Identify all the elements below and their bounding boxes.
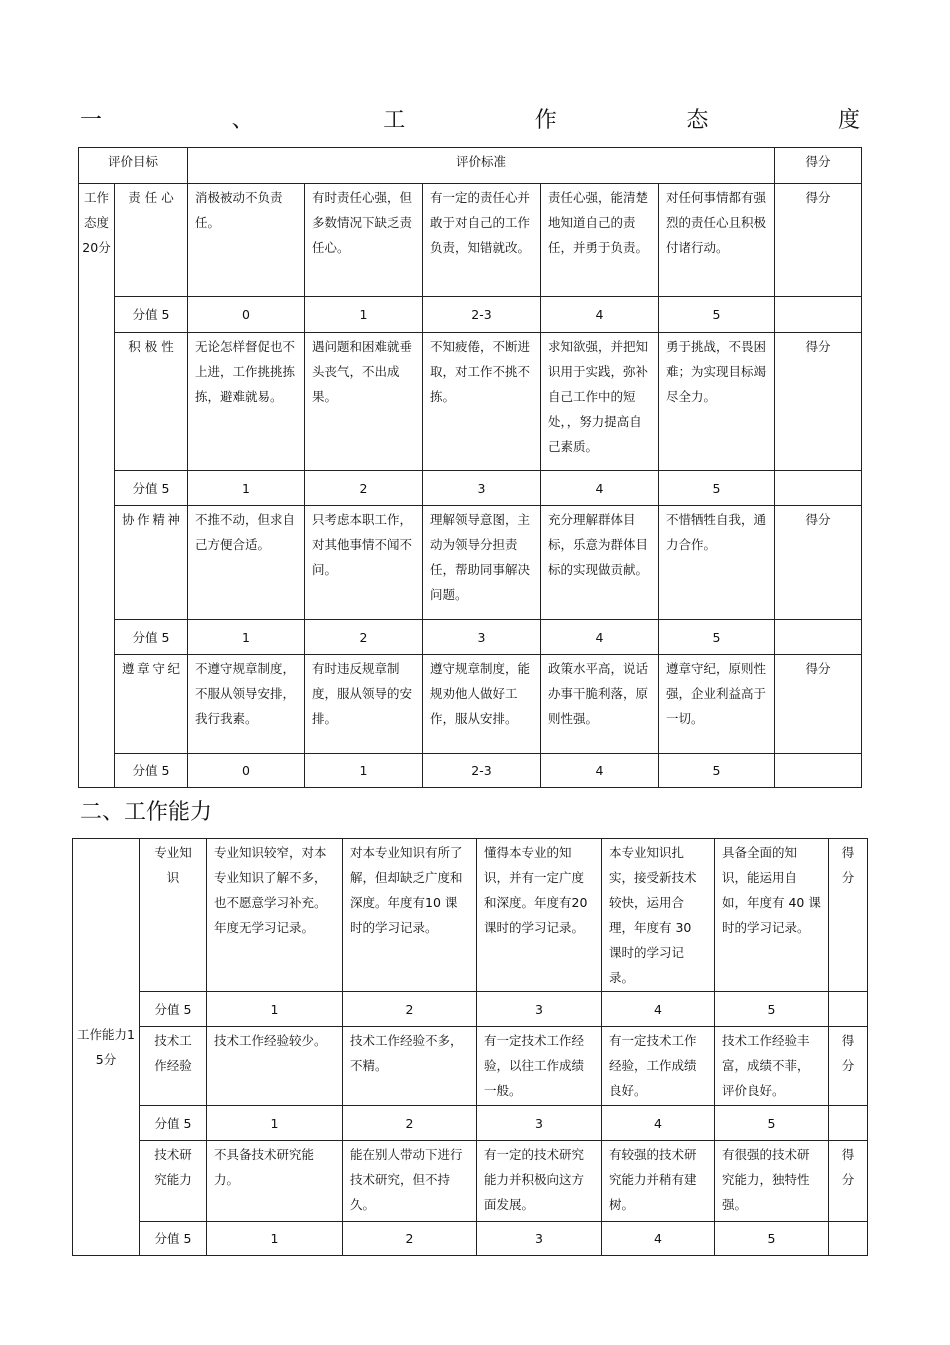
criteria-cell: 懂得本专业的知识，并有一定广度和深度。年度有20课时的学习记录。 (477, 839, 602, 992)
header-target: 评价目标 (79, 148, 188, 184)
points-value: 1 (188, 471, 305, 506)
points-value: 3 (477, 1106, 602, 1141)
score-label: 得分 (775, 655, 862, 754)
points-value: 4 (602, 992, 715, 1027)
criteria-cell: 技术工作经验丰富，成绩不菲，评价良好。 (715, 1027, 829, 1106)
criteria-row (79, 333, 862, 471)
criteria-cell: 有很强的技术研究能力，独特性强。 (715, 1141, 829, 1222)
header-row (79, 148, 862, 184)
section1-title-char: 一 (80, 108, 103, 133)
points-value: 4 (602, 1222, 715, 1256)
points-label: 分值 5 (115, 754, 188, 788)
points-row (73, 1222, 868, 1256)
points-value: 1 (188, 620, 305, 655)
section1-title-char: 态 (686, 108, 709, 133)
section1-title (80, 108, 860, 134)
criteria-row (73, 1141, 868, 1222)
points-value: 5 (715, 1106, 829, 1141)
points-label: 分值 5 (140, 992, 207, 1027)
points-row (73, 992, 868, 1027)
criteria-cell: 责任心强，能清楚地知道自己的责任，并勇于负责。 (541, 184, 659, 297)
points-value: 2-3 (423, 754, 541, 788)
points-value: 1 (207, 1222, 343, 1256)
criteria-cell: 有一定技术工作经验，工作成绩良好。 (602, 1027, 715, 1106)
criteria-cell: 有较强的技术研究能力并稍有建树。 (602, 1141, 715, 1222)
points-value: 0 (188, 297, 305, 333)
criteria-cell: 只考虑本职工作，对其他事情不闻不问。 (305, 506, 423, 620)
points-value: 1 (305, 754, 423, 788)
points-row (73, 1106, 868, 1141)
score-label: 得分 (829, 1141, 868, 1222)
work-ability-table (72, 838, 868, 1256)
points-value: 1 (207, 992, 343, 1027)
criteria-row (79, 184, 862, 297)
criteria-cell: 专业知识较窄，对本专业知识了解不多，也不愿意学习补充。年度无学习记录。 (207, 839, 343, 992)
criteria-cell: 勇于挑战，不畏困难；为实现目标竭尽全力。 (659, 333, 775, 471)
points-value: 0 (188, 754, 305, 788)
score-blank[interactable] (829, 992, 868, 1027)
points-value: 2 (343, 1222, 477, 1256)
score-label: 得分 (775, 506, 862, 620)
section1-title-char: 工 (383, 108, 406, 133)
category-cell: 工作态度20分 (79, 184, 115, 788)
score-blank[interactable] (775, 297, 862, 333)
score-blank[interactable] (775, 754, 862, 788)
criteria-row (73, 1027, 868, 1106)
criteria-cell: 遇问题和困难就垂头丧气，不出成果。 (305, 333, 423, 471)
score-label: 得分 (775, 184, 862, 297)
points-value: 5 (659, 754, 775, 788)
points-row (79, 754, 862, 788)
points-value: 3 (477, 1222, 602, 1256)
score-label: 得分 (775, 333, 862, 471)
header-score: 得分 (775, 148, 862, 184)
criteria-cell: 不知疲倦，不断进取，对工作不挑不拣。 (423, 333, 541, 471)
header-standard: 评价标准 (188, 148, 775, 184)
criteria-cell: 能在别人带动下进行技术研究，但不持久。 (343, 1141, 477, 1222)
points-value: 4 (541, 620, 659, 655)
points-value: 2 (305, 471, 423, 506)
points-value: 4 (541, 754, 659, 788)
criteria-cell: 有一定的责任心并敢于对自己的工作负责，知错就改。 (423, 184, 541, 297)
item-label: 技术研究能力 (140, 1141, 207, 1222)
score-blank[interactable] (775, 620, 862, 655)
criteria-cell: 不推不动，但求自己方便合适。 (188, 506, 305, 620)
criteria-cell: 有时违反规章制度，服从领导的安排。 (305, 655, 423, 754)
points-value: 5 (659, 297, 775, 333)
points-value: 3 (477, 992, 602, 1027)
points-value: 5 (659, 471, 775, 506)
criteria-cell: 求知欲强，并把知识用于实践，弥补自己工作中的短处，，努力提高自己素质。 (541, 333, 659, 471)
section1-title-char: 、 (231, 108, 254, 133)
criteria-row (73, 839, 868, 992)
criteria-cell: 不惜牺牲自我，通力合作。 (659, 506, 775, 620)
criteria-cell: 政策水平高，说话办事干脆利落，原则性强。 (541, 655, 659, 754)
criteria-cell: 充分理解群体目标，乐意为群体目标的实现做贡献。 (541, 506, 659, 620)
criteria-cell: 对任何事情都有强烈的责任心且积极付诸行动。 (659, 184, 775, 297)
item-label: 协作精神 (115, 506, 188, 620)
criteria-cell: 理解领导意图，主动为领导分担责任，帮助同事解决问题。 (423, 506, 541, 620)
score-label: 得分 (829, 1027, 868, 1106)
points-value: 2 (343, 992, 477, 1027)
criteria-cell: 具备全面的知识，能运用自如，年度有 40 课时的学习记录。 (715, 839, 829, 992)
item-label: 积 极 性 (115, 333, 188, 471)
criteria-cell: 不遵守规章制度，不服从领导安排，我行我素。 (188, 655, 305, 754)
points-row (79, 620, 862, 655)
points-value: 1 (207, 1106, 343, 1141)
criteria-cell: 无论怎样督促也不上进，工作挑挑拣拣，避难就易。 (188, 333, 305, 471)
points-value: 2 (305, 620, 423, 655)
points-label: 分值 5 (115, 620, 188, 655)
score-label: 得分 (829, 839, 868, 992)
points-value: 5 (715, 992, 829, 1027)
score-blank[interactable] (775, 471, 862, 506)
points-value: 3 (423, 620, 541, 655)
criteria-cell: 遵章守纪，原则性强，企业利益高于一切。 (659, 655, 775, 754)
section1-title-char: 作 (534, 108, 557, 133)
criteria-cell: 遵守规章制度，能规劝他人做好工作，服从安排。 (423, 655, 541, 754)
category-cell: 工作能力15分 (73, 839, 140, 1256)
points-value: 4 (602, 1106, 715, 1141)
criteria-cell: 技术工作经验较少。 (207, 1027, 343, 1106)
criteria-cell: 不具备技术研究能力。 (207, 1141, 343, 1222)
points-value: 2-3 (423, 297, 541, 333)
item-label: 专业知识 (140, 839, 207, 992)
points-value: 4 (541, 297, 659, 333)
points-value: 3 (423, 471, 541, 506)
criteria-cell: 有时责任心强，但多数情况下缺乏责任心。 (305, 184, 423, 297)
criteria-cell: 对本专业知识有所了解，但却缺乏广度和深度。年度有10 课时的学习记录。 (343, 839, 477, 992)
criteria-cell: 有一定的技术研究能力并积极向这方面发展。 (477, 1141, 602, 1222)
points-label: 分值 5 (115, 471, 188, 506)
points-label: 分值 5 (140, 1222, 207, 1256)
work-attitude-table (78, 147, 862, 788)
points-label: 分值 5 (140, 1106, 207, 1141)
points-value: 1 (305, 297, 423, 333)
points-value: 5 (659, 620, 775, 655)
section1-title-char: 度 (837, 108, 860, 133)
points-value: 4 (541, 471, 659, 506)
item-label: 遵章守纪 (115, 655, 188, 754)
points-row (79, 297, 862, 333)
item-label: 责 任 心 (115, 184, 188, 297)
item-label: 技术工作经验 (140, 1027, 207, 1106)
criteria-cell: 技术工作经验不多，不精。 (343, 1027, 477, 1106)
points-value: 2 (343, 1106, 477, 1141)
section2-title: 二、工作能力 (80, 800, 213, 825)
criteria-row (79, 506, 862, 620)
points-label: 分值 5 (115, 297, 188, 333)
criteria-cell: 有一定技术工作经验，以往工作成绩一般。 (477, 1027, 602, 1106)
criteria-row (79, 655, 862, 754)
criteria-cell: 消极被动不负责任。 (188, 184, 305, 297)
points-row (79, 471, 862, 506)
score-blank[interactable] (829, 1106, 868, 1141)
criteria-cell: 本专业知识扎实，接受新技术较快，运用合理，年度有 30 课时的学习记录。 (602, 839, 715, 992)
points-value: 5 (715, 1222, 829, 1256)
score-blank[interactable] (829, 1222, 868, 1256)
